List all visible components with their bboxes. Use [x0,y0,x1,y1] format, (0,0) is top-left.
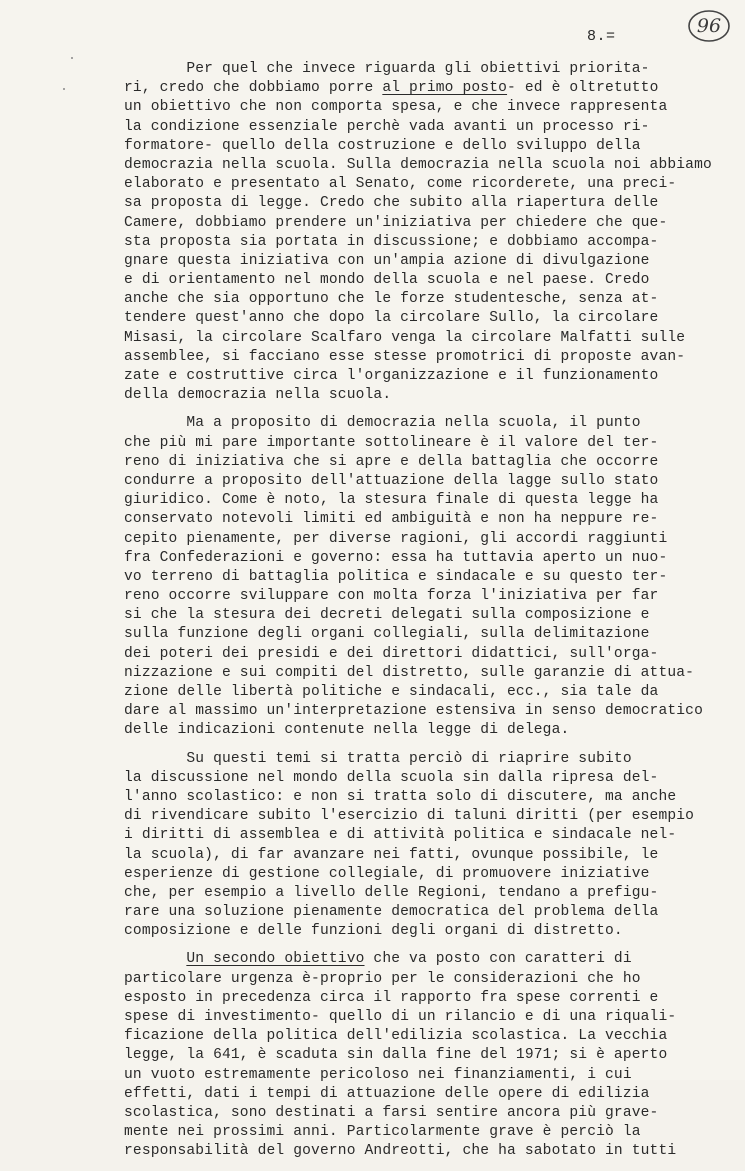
text-line [124,194,724,213]
text-line [124,788,724,807]
text-line [124,922,724,941]
text-line [124,683,724,702]
text-line [124,1046,724,1065]
text-line [124,769,724,788]
text-line [124,271,724,290]
text-line [124,137,724,156]
text-segment: condurre a proposito dell'attuazione della lagge sullo stato [124,472,659,489]
text-line [124,625,724,644]
text-segment: legge, la 641, è scaduta sin dalla fine del 1971; si è aperto [124,1047,668,1064]
text-segment: fra Confederazioni e governo: essa ha tuttavia aperto un nuo- [124,549,668,566]
text-line [124,1008,724,1027]
text-segment: giuridico. Come è noto, la stesura finale di questa legge ha [124,492,659,509]
text-segment: che va posto con caratteri di [364,951,632,968]
text-segment: - ed è oltretutto [507,80,659,97]
text-segment: Misasi, la circolare Scalfaro venga la circolare Malfatti sulle [124,329,686,346]
underlined-phrase: al primo posto [382,80,508,97]
text-segment: zate e costruttive circa l'organizzazione e il funzionamento [124,368,659,384]
text-segment: vo terreno di battaglia politica e sindacale e su questo ter- [124,568,668,585]
text-line [124,329,724,348]
text-line [124,1123,724,1142]
text-segment: ficazione della politica dell'edilizia scolastica. La vecchia [124,1028,668,1045]
text-segment: spese di investimento- quello di un rilancio e di una riquali- [124,1009,677,1025]
text-segment: esperienze di gestione collegiale, di promuovere iniziative [124,865,650,882]
text-segment: composizione e delle funzioni degli organi di distretto. [124,923,623,940]
text-line [124,386,724,405]
text-segment: di rivendicare subito l'esercizio di taluni diritti (per esempio [124,808,695,825]
text-line [124,118,724,137]
text-segment: rare una soluzione pienamente democratica del problema della [124,904,659,921]
text-line [124,970,724,989]
text-segment: dare al massimo un'interpretazione estensiva in senso democratico [124,703,703,720]
text-line [124,1027,724,1046]
text-line [124,568,724,587]
text-line [124,606,724,625]
text-line [124,750,724,769]
text-segment: ri, credo che dobbiamo porre [124,80,383,97]
document-body [124,60,724,1171]
text-segment [124,951,186,967]
text-segment: un vuoto estremamente pericoloso nei finanziamenti, i cui [124,1066,632,1083]
text-segment: esposto in precedenza circa il rapporto fra spese correnti e [124,989,659,1006]
text-segment: un obiettivo che non comporta spesa, e che invece rappresenta [124,99,668,116]
text-segment: la condizione essenziale perchè vada avanti un processo ri- [124,118,650,135]
text-line [124,989,724,1008]
text-segment: zione delle libertà politiche e sindacali, ecc., sia tale da [124,684,659,700]
scan-speck [71,57,73,59]
text-line [124,214,724,233]
text-line [124,664,724,683]
text-segment: scolastica, sono destinati a farsi sentire ancora più grave- [124,1104,659,1121]
text-line [124,98,724,117]
text-line [124,252,724,271]
text-line [124,530,724,549]
text-segment: assemblee, si facciano esse stesse promotrici di proposte avan- [124,348,686,365]
text-line [124,434,724,453]
text-line [124,587,724,606]
text-line [124,367,724,386]
text-segment: Su questi temi si tratta perciò di riaprire subito [124,750,632,767]
text-line [124,290,724,309]
text-segment: sa proposta di legge. Credo che subito alla riapertura delle [124,195,659,212]
text-segment: reno di iniziativa che si apre e della battaglia che occorre [124,453,659,470]
text-segment: gnare questa iniziativa con un'ampia azione di divulgazione [124,252,650,269]
text-segment: Ma a proposito di democrazia nella scuola, il punto [124,415,641,432]
text-segment: che più mi pare importante sottolineare è il valore del ter- [124,434,659,451]
paragraph-4 [124,950,724,1161]
text-line [124,721,724,740]
text-segment: elaborato e presentato al Senato, come ricorderete, una preci- [124,176,677,193]
text-line [124,903,724,922]
text-line [124,549,724,568]
text-line [124,472,724,491]
text-line [124,60,724,79]
text-segment: sulla funzione degli organi collegiali, sulla delimitazione [124,626,650,643]
scan-speck [63,88,65,90]
text-line [124,414,724,433]
text-line [124,865,724,884]
text-segment: Camere, dobbiamo prendere un'iniziativa per chiedere che que- [124,214,668,231]
text-line [124,826,724,845]
text-line [124,175,724,194]
text-line [124,884,724,903]
text-segment: sta proposta sia portata in discussione; e dobbiamo accompa- [124,233,659,250]
text-segment: delle indicazioni contenute nella legge di delega. [124,722,570,739]
text-segment: tendere quest'anno che dopo la circolare Sullo, la circolare [124,310,659,327]
text-line [124,510,724,529]
text-line [124,156,724,175]
text-segment: Per quel che invece riguarda gli obiettivi priorita- [124,61,650,77]
text-segment: conservato notevoli limiti ed ambiguità e non ha neppure re- [124,511,659,528]
text-line [124,491,724,510]
text-line [124,453,724,472]
text-line [124,950,724,969]
text-line [124,1066,724,1085]
text-line [124,846,724,865]
text-segment: dei poteri dei presidi e dei direttori didattici, sull'orga- [124,645,659,662]
text-line [124,1104,724,1123]
text-line [124,348,724,367]
text-segment: la scuola), di far avanzare nei fatti, ovunque possibile, le [124,846,659,863]
text-segment: responsabilità del governo Andreotti, che ha sabotato in tutti [124,1143,677,1160]
text-line [124,1142,724,1161]
text-line [124,807,724,826]
text-segment: mente nei prossimi anni. Particolarmente grave è perciò la [124,1124,641,1141]
text-segment: reno occorre sviluppare con molta forza l'iniziativa per far [124,588,659,605]
text-segment: nizzazione e sui compiti del distretto, sulle garanzie di attua- [124,664,695,681]
paragraph-2 [124,414,724,740]
text-segment: della democrazia nella scuola. [124,387,392,404]
text-line [124,1085,724,1104]
text-segment: che, per esempio a livello delle Regioni, tendano a prefigu- [124,884,659,901]
underlined-phrase: Un secondo obiettivo [186,951,365,968]
folio-number: 96 [696,15,722,37]
text-segment: democrazia nella scuola. Sulla democrazia nella scuola noi abbiamo [124,156,712,173]
text-segment: i diritti di assemblea e di attività politica e sindacale nel- [124,827,677,844]
text-segment: si che la stesura dei decreti delegati sulla composizione e [124,607,650,624]
text-segment: cepito pienamente, per diverse ragioni, gli accordi raggiunti [124,530,668,547]
paragraph-3 [124,750,724,942]
text-line [124,702,724,721]
text-segment: l'anno scolastico: e non si tratta solo di discutere, ma anche [124,788,677,805]
text-segment: la discussione nel mondo della scuola sin dalla ripresa del- [124,769,659,786]
paragraph-1 [124,60,724,405]
text-line [124,309,724,328]
page-number: 8.= [587,28,616,45]
text-segment: effetti, dati i tempi di attuazione delle opere di edilizia [124,1085,650,1102]
text-line [124,645,724,664]
text-line [124,233,724,252]
text-segment: e di orientamento nel mondo della scuola e nel paese. Credo [124,272,650,289]
folio-stamp [686,8,732,44]
text-segment: formatore- quello della costruzione e dello sviluppo della [124,137,641,154]
text-line [124,79,724,98]
text-segment: particolare urgenza è-proprio per le considerazioni che ho [124,970,641,987]
text-segment: anche che sia opportuno che le forze studentesche, senza at- [124,291,659,308]
